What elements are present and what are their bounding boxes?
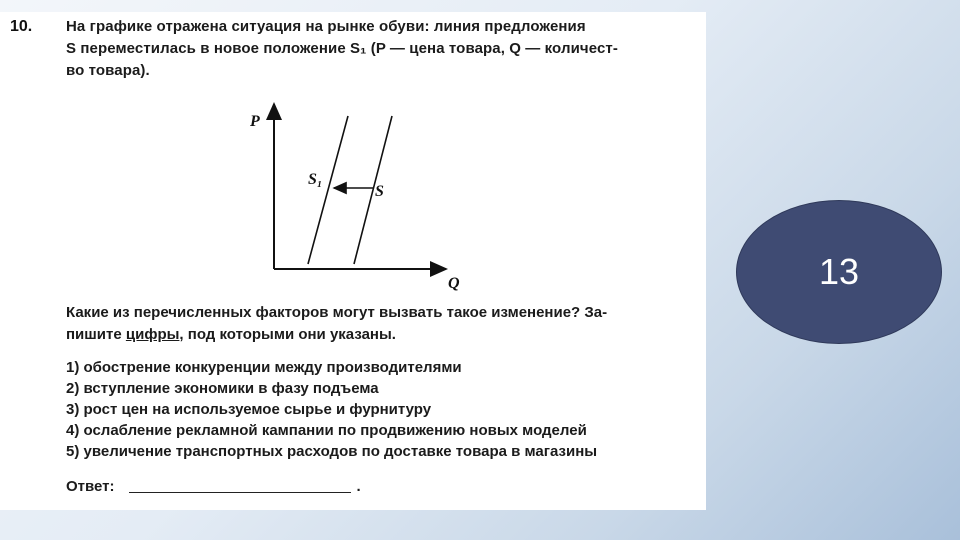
slide-number-badge [736,200,942,344]
question-line-1: На графике отражена ситуация на рынке обуви: линия предложения [66,18,586,35]
answer-blank[interactable] [129,478,351,493]
s-label: S [375,183,384,200]
question-line-3: во товара). [66,62,150,79]
option-item: 4) ослабление рекламной кампании по продвижению новых моделей [66,422,587,439]
question-text [66,16,696,82]
question-number: 10. [10,18,33,35]
prompt-line-2 [66,324,696,346]
prompt-text [66,302,696,346]
option-item: 1) обострение конкуренции между производителями [66,359,462,376]
supply-shift-graph [230,96,470,296]
options-list [66,357,696,462]
x-axis-label: Q [448,275,460,292]
answer-row [66,478,361,495]
option-item: 3) рост цен на используемое сырье и фурнитуру [66,401,432,418]
prompt-part-a: пишите [66,326,126,343]
option-item: 5) увеличение транспортных расходов по доставке товара в магазины [66,443,598,460]
answer-label: Ответ: [66,478,115,495]
slide-number: 13 [818,251,860,292]
question-line-2: S переместилась в новое положение S₁ (P — цена товара, Q — количест- [66,40,618,57]
supply-curve-s1 [308,116,348,264]
answer-end: . [356,478,361,495]
prompt-part-b: , под которыми они указаны. [179,326,396,343]
supply-curve-s [354,116,392,264]
prompt-line-1: Какие из перечисленных факторов могут вызвать такое изменение? За- [66,304,608,321]
y-axis-label: P [250,113,260,130]
question-sheet [0,12,706,510]
s1-label: S₁ [308,171,323,188]
prompt-underlined: цифры [125,326,180,343]
option-item: 2) вступление экономики в фазу подъема [66,380,379,397]
